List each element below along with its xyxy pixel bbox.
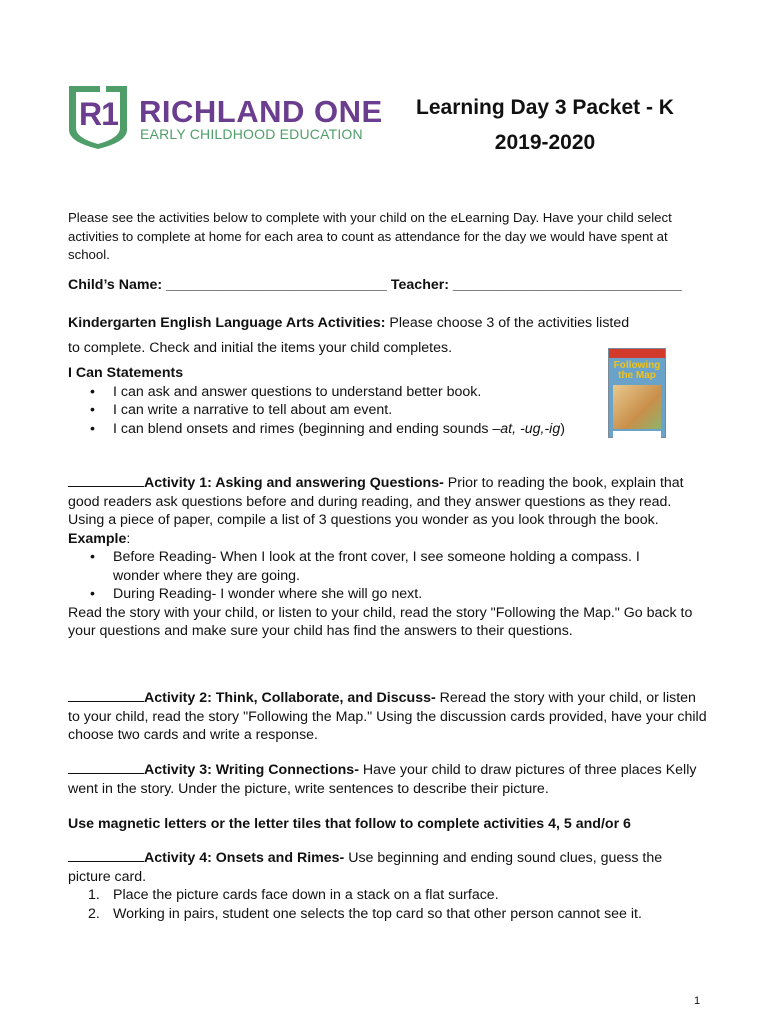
childs-name-field[interactable]: Child’s Name: ____________________________ — [68, 277, 387, 293]
activity-4 — [68, 849, 708, 923]
statement-item: • I can ask and answer questions to understand better book. — [68, 383, 628, 402]
intro-text: Please see the activities below to complete with your child on the eLearning Day. Have your child select activities to complete at home for each area to count as attendance for the day we would have spent at school. — [68, 210, 672, 262]
example-heading: Example: — [68, 530, 131, 547]
activity-4-steps — [68, 886, 708, 923]
school-year: 2019-2020 — [494, 131, 596, 154]
logo-name: RICHLAND ONE — [139, 94, 383, 129]
ela-instruction-line1 — [68, 314, 708, 333]
activity-4-description: Activity 4: Onsets and Rimes- Use beginning and ending sound clues, guess the picture card. — [68, 850, 663, 885]
examples-list — [68, 548, 708, 604]
ela-instruction-line2: to complete. Check and initial the items your child completes. — [68, 339, 453, 356]
statement-item: • I can blend onsets and rimes (beginning and ending sounds –at, -ug,-ig) — [68, 420, 628, 439]
activity-1 — [68, 474, 708, 641]
logo — [66, 82, 386, 152]
step-item: 1. Place the picture cards face down in a stack on a flat surface. — [88, 887, 499, 903]
page-number: 1 — [694, 995, 701, 1007]
activity-1-followup: Read the story with your child, or listen to your child, read the story "Following the Map." Go back to your questions and make sure your child has find the answers to their questions. — [68, 604, 693, 639]
ela-heading: Kindergarten English Language Arts Activities: — [68, 315, 386, 331]
magnetic-letters-note: Use magnetic letters or the letter tiles that follow to complete activities 4, 5 and/or 6 — [68, 816, 631, 832]
activity-1-title: Activity 1: Asking and answering Questions- — [144, 475, 444, 491]
page-title: Learning Day 3 Packet - K — [416, 96, 674, 119]
activity-4-initial-blank[interactable] — [68, 849, 144, 862]
logo-mark: R1 — [79, 96, 118, 132]
activity-4-title: Activity 4: Onsets and Rimes- — [144, 850, 345, 866]
activity-3-initial-blank[interactable] — [68, 761, 144, 774]
rimes-examples: at, -ug,-ig — [500, 420, 561, 437]
book-illustration — [613, 385, 661, 429]
teacher-field[interactable]: Teacher: _____________________________ — [390, 277, 682, 293]
book-title: Following the Map — [613, 360, 661, 381]
step-item: 2. Working in pairs, student one selects the top card so that other person cannot see it. — [88, 905, 642, 922]
activity-3-title: Activity 3: Writing Connections- — [144, 762, 359, 778]
statement-item: • I can write a narrative to tell about am event. — [68, 401, 628, 420]
example-item: • Before Reading- When I look at the front cover, I see someone holding a compass. I wonder where they are going. — [68, 548, 708, 585]
activity-1-initial-blank[interactable] — [68, 474, 144, 487]
statements-list — [68, 383, 628, 439]
activity-2-title: Activity 2: Think, Collaborate, and Discuss- — [144, 690, 436, 706]
example-item: • During Reading- I wonder where she will go next. — [68, 585, 708, 604]
book-cover-image — [608, 348, 666, 438]
logo-subtitle: EARLY CHILDHOOD EDUCATION — [140, 126, 363, 142]
name-fields — [68, 276, 708, 295]
activity-2-initial-blank[interactable] — [68, 689, 144, 702]
activity-3: Activity 3: Writing Connections- Have your child to draw pictures of three places Kelly went in the story. Under the picture, write sentences to describe their picture. — [68, 762, 697, 797]
activity-1-description: Activity 1: Asking and answering Questions- Prior to reading the book, explain that good readers ask questions before and during reading, and they answer questions as they read. Using a piece of paper, compile a list of 3 questions you wonder as you look through the book. — [68, 475, 684, 528]
statements-heading: I Can Statements — [68, 365, 184, 381]
i-can-statements — [68, 364, 628, 438]
ela-instruction: Please choose 3 of the activities listed — [389, 315, 630, 331]
activity-2: Activity 2: Think, Collaborate, and Discuss- Reread the story with your child, or listen to your child, read the story "Following the Map." Using the discussion cards provided, have your child choose two cards and write a response. — [68, 690, 707, 743]
